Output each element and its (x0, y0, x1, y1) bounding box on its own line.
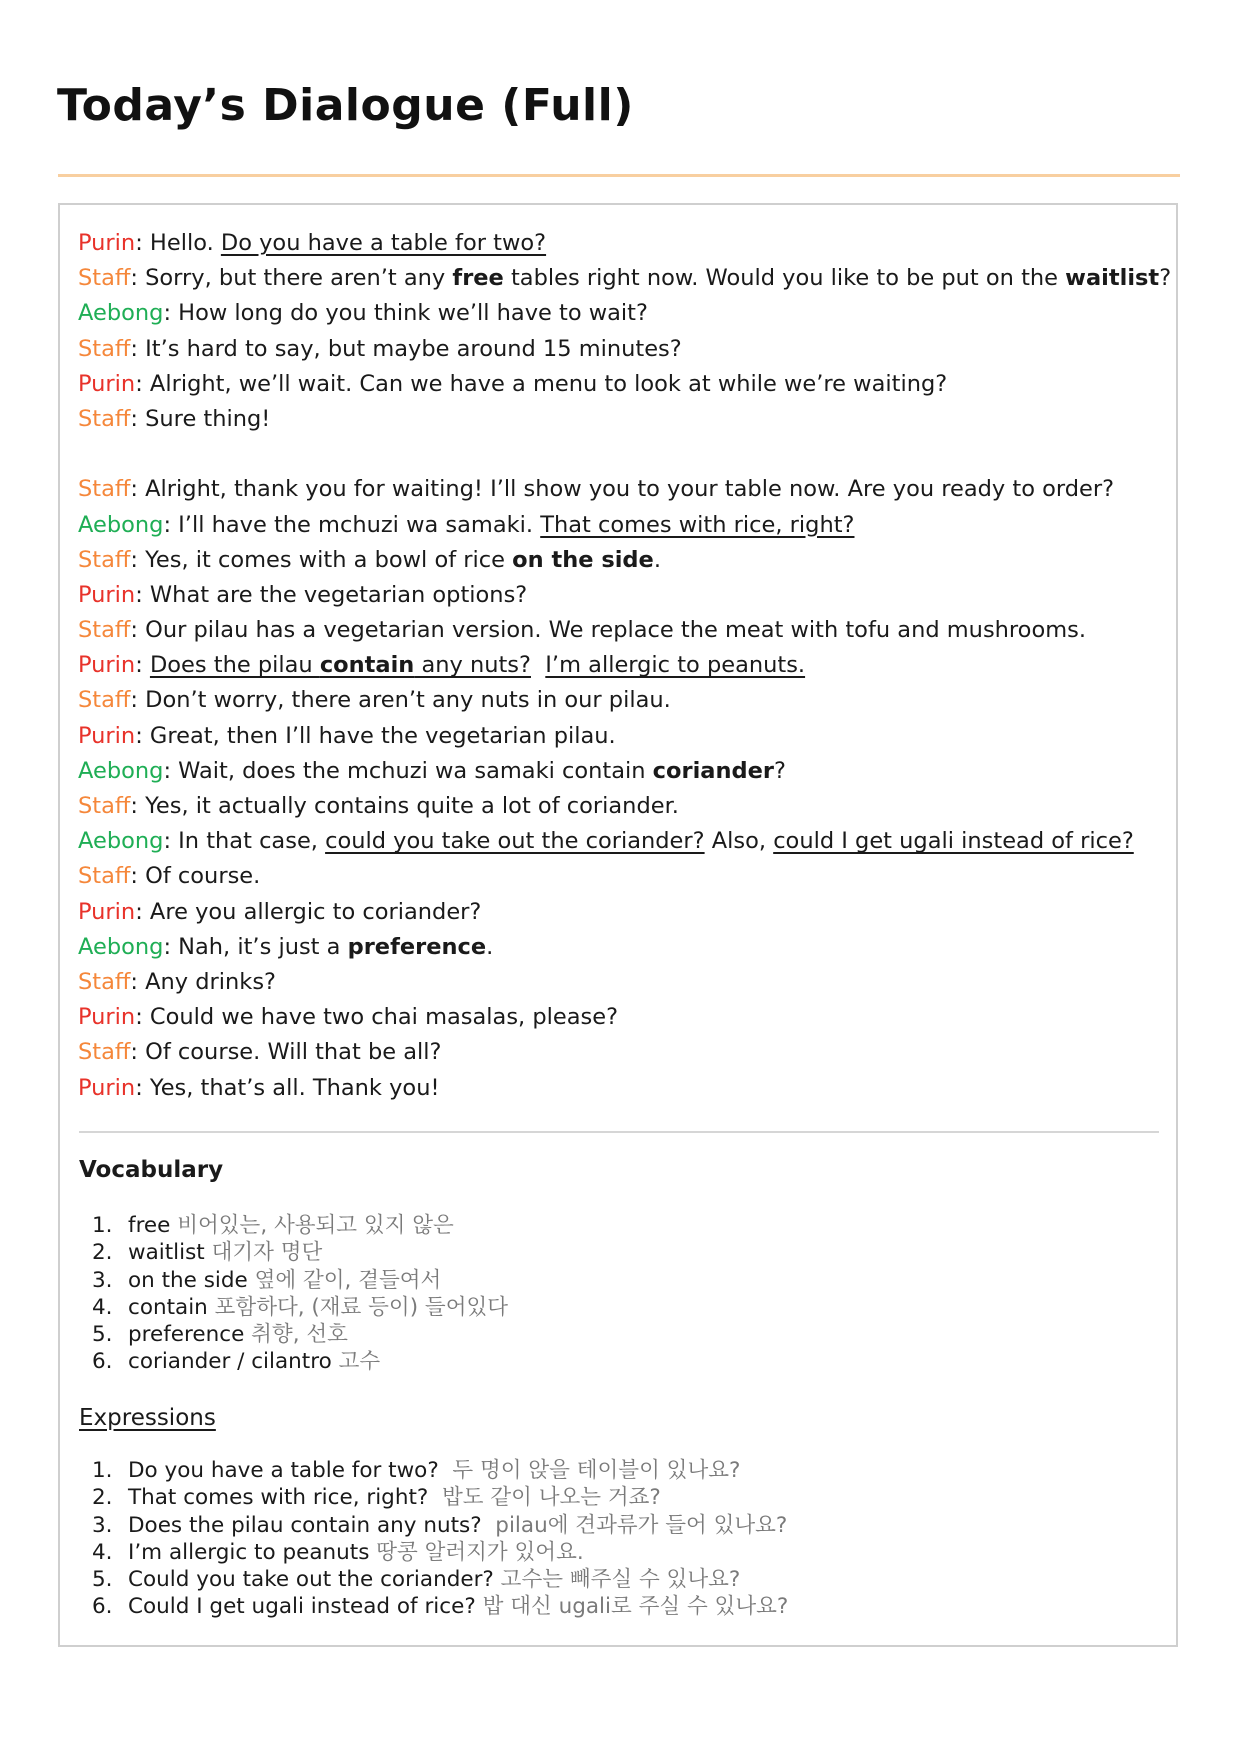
key-expression: Does the pilau contain any nuts? (149, 652, 531, 679)
key-expression: I’m allergic to peanuts. (545, 652, 806, 679)
speaker-name: Purin (78, 1074, 136, 1101)
dialogue-line: Aebong: I’ll have the mchuzi wa samaki. That comes with rice, right? (78, 511, 855, 538)
dialogue-line: Staff: Our pilau has a vegetarian version. We replace the meat with tofu and mushrooms. (78, 617, 1087, 644)
speaker-name: Purin (78, 652, 136, 679)
speaker-name: Aebong (78, 933, 164, 960)
speaker-name: Staff (78, 617, 131, 644)
speaker-name: Staff (78, 1039, 131, 1066)
dialogue-line: Staff: Don’t worry, there aren’t any nuts in our pilau. (78, 687, 671, 714)
dialogue-line: Purin: Great, then I’ll have the vegetarian pilau. (78, 722, 616, 749)
key-expression: could I get ugali instead of rice? (773, 828, 1134, 855)
vocabulary-list (92, 1212, 508, 1376)
dialogue-line: Aebong: How long do you think we’ll have to wait? (78, 300, 648, 327)
vocab-word: coriander (652, 757, 774, 784)
key-expression: That comes with rice, right? (540, 511, 855, 538)
speaker-name: Purin (78, 722, 136, 749)
dialogue-line: Aebong: Wait, does the mchuzi wa samaki contain coriander? (78, 757, 786, 784)
vocab-word: on the side (512, 546, 654, 573)
dialogue-line: Purin: Hello. Do you have a table for two? (78, 230, 547, 256)
paragraph-gap (78, 437, 1168, 472)
speaker-name: Purin (78, 370, 136, 397)
section-divider (79, 1131, 1159, 1133)
list-item: 4. I’m allergic to peanuts 땅콩 알러지가 있어요. (92, 1539, 584, 1565)
speaker-name: Purin (78, 1004, 136, 1031)
vocab-word: waitlist (1065, 265, 1160, 292)
speaker-name: Purin (78, 898, 136, 925)
speaker-name: Purin (78, 581, 136, 608)
list-item: 5. preference 취향, 선호 (92, 1322, 348, 1348)
dialogue-line: Staff: It’s hard to say, but maybe around 15 minutes? (78, 335, 682, 362)
dialogue-line: Staff: Sure thing! (78, 405, 271, 432)
dialogue-line: Aebong: Nah, it’s just a preference. (78, 933, 494, 960)
dialogue-line: Purin: Yes, that’s all. Thank you! (78, 1074, 440, 1101)
vocabulary-heading: Vocabulary (79, 1157, 224, 1183)
speaker-name: Staff (78, 335, 131, 362)
list-item: 1. Do you have a table for two? 두 명이 앉을 테이블이 있나요? (92, 1458, 741, 1483)
dialogue-line: Staff: Yes, it comes with a bowl of rice on the side. (78, 546, 661, 573)
speaker-name: Aebong (78, 511, 164, 538)
dialogue-line: Staff: Sorry, but there aren’t any free tables right now. Would you like to be put on the waitlist? (78, 265, 1172, 292)
speaker-name: Staff (78, 476, 131, 503)
dialogue-line: Purin: Alright, we’ll wait. Can we have a menu to look at while we’re waiting? (78, 370, 948, 397)
speaker-name: Staff (78, 968, 131, 995)
dialogue-line: Aebong: In that case, could you take out the coriander? Also, could I get ugali instead of rice? (78, 828, 1134, 855)
speaker-name: Aebong (78, 757, 164, 784)
list-item: 1. free 비어있는, 사용되고 있지 않은 (92, 1213, 454, 1238)
expressions-heading: Expressions (79, 1405, 216, 1431)
dialogue-line: Purin: What are the vegetarian options? (78, 581, 528, 608)
speaker-name: Aebong (78, 300, 164, 327)
speaker-name: Staff (78, 863, 131, 890)
vocab-word: preference (347, 933, 487, 960)
speaker-name: Aebong (78, 828, 164, 855)
dialogue-line: Staff: Any drinks? (78, 968, 276, 995)
list-item: 6. coriander / cilantro 고수 (92, 1349, 381, 1375)
dialogue-line: Purin: Does the pilau contain any nuts? I’m allergic to peanuts. (78, 652, 806, 679)
speaker-name: Staff (78, 405, 131, 432)
title-underline (58, 174, 1180, 177)
key-expression: Do you have a table for two? (220, 230, 547, 256)
expressions-list (92, 1457, 788, 1621)
list-item: 2. That comes with rice, right? 밥도 같이 나오는 거죠? (92, 1485, 661, 1511)
vocab-word: free (452, 265, 504, 292)
list-item: 3. Does the pilau contain any nuts? pilau에 견과류가 들어 있나요? (92, 1512, 788, 1538)
speaker-name: Staff (78, 546, 131, 573)
speaker-name: Staff (78, 687, 131, 714)
dialogue-line: Staff: Alright, thank you for waiting! I’ll show you to your table now. Are you ready to order? (78, 476, 1115, 503)
dialogue-line: Staff: Of course. (78, 863, 261, 890)
dialogue-line: Purin: Could we have two chai masalas, please? (78, 1004, 619, 1031)
speaker-name: Staff (78, 793, 131, 819)
list-item: 4. contain 포함하다, (재료 등이) 들어있다 (92, 1294, 508, 1320)
page-title: Today’s Dialogue (Full) (57, 80, 634, 131)
speaker-name: Purin (78, 230, 136, 256)
vocab-word: contain (319, 652, 415, 679)
list-item: 3. on the side 옆에 같이, 곁들여서 (92, 1267, 442, 1293)
dialogue-line: Purin: Are you allergic to coriander? (78, 898, 482, 925)
key-expression: could you take out the coriander? (325, 828, 705, 855)
list-item: 2. waitlist 대기자 명단 (92, 1240, 323, 1266)
list-item: 5. Could you take out the coriander? 고수는 빼주실 수 있나요? (92, 1567, 741, 1593)
list-item: 6. Could I get ugali instead of rice? 밥 대신 ugali로 주실 수 있나요? (92, 1594, 789, 1620)
speaker-name: Staff (78, 265, 131, 292)
dialogue-transcript (78, 226, 1172, 1106)
dialogue-line: Staff: Of course. Will that be all? (78, 1039, 442, 1066)
dialogue-line: Staff: Yes, it actually contains quite a lot of coriander. (78, 793, 679, 819)
